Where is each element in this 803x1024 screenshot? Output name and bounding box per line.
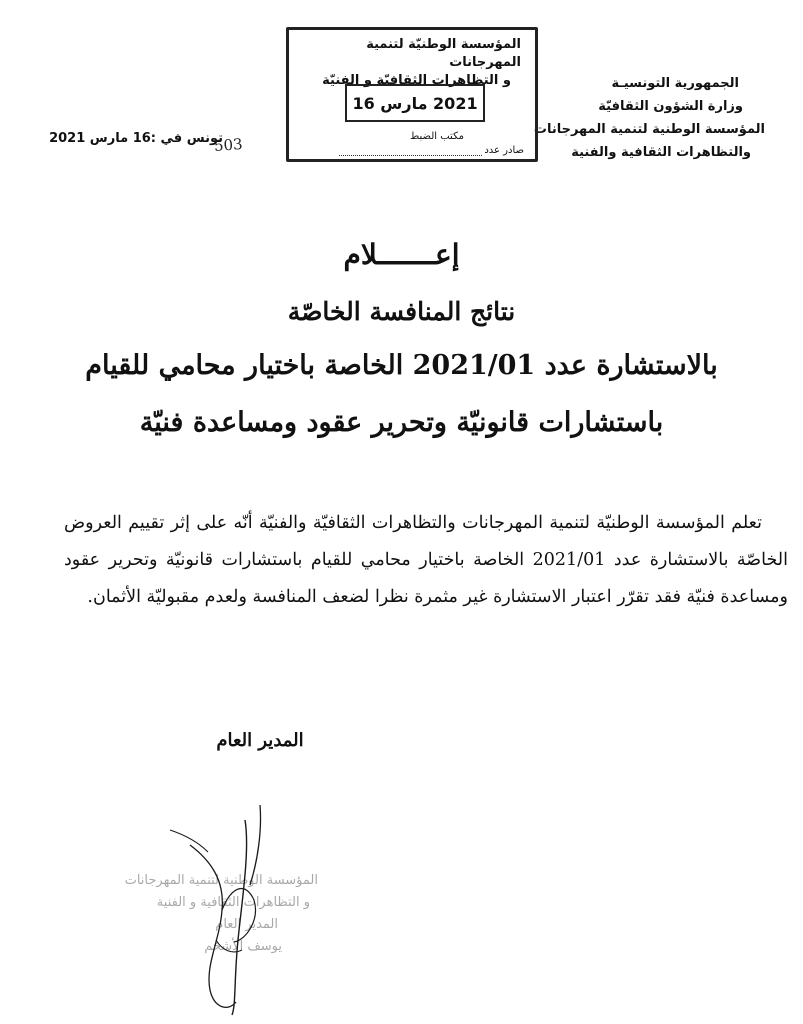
director-title: المدير العام — [216, 730, 304, 751]
stamp-outgoing — [299, 143, 524, 159]
seal-line3: المدير العام — [215, 917, 278, 932]
announcement-title: إعـــــــلام — [343, 238, 460, 271]
republic-name: الجمهورية التونسيـة — [611, 76, 739, 91]
results-heading: نتائج المنافسة الخاصّة — [287, 297, 516, 326]
seal-line4: يوسف الأشخم — [204, 939, 282, 954]
letterhead — [535, 72, 765, 164]
consultation-heading-line2: باستشارات قانونيّة وتحرير عقود ومساعدة فنيّة — [139, 407, 664, 438]
stamp-org-line2: و التظاهرات الثقافيّة و الفنيّة — [322, 73, 511, 88]
seal-line2: و التظاهرات الثقافية و الفنية — [156, 895, 310, 910]
announcement-body-text: تعلم المؤسسة الوطنيّة لتنمية المهرجانات والتظاهرات الثقافيّة والفنيّة أنّه على إثر تقييم العروض الخاصّة بالاستشارة عدد 2021/01 الخاصة باختيار محامي للقيام باستشارات قانونيّة وتحرير عقود ومساعدة فنيّة فقد تقرّر اعتبار الاستشارة غير مثمرة نظرا لضعف المنافسة ولعدم مقبوليّة الأثمان. — [64, 513, 788, 607]
stamp-outgoing-label: صادر عدد — [484, 145, 524, 156]
consultation-heading-line1: بالاستشارة عدد 2021/01 الخاصة باختيار محامي للقيام — [85, 350, 718, 381]
institution-name-line1: المؤسسة الوطنية لتنمية المهرجانات — [533, 122, 765, 137]
stamp-org-line1: المؤسسة الوطنيّة لتنمية المهرجانات — [366, 37, 521, 70]
document-date: تونس في :16 مارس 2021 — [49, 131, 223, 146]
ministry-name: وزارة الشؤون الثقافيّة — [598, 99, 743, 114]
registry-stamp — [286, 27, 538, 162]
stamp-office-label: مكتب الضبط — [410, 131, 464, 142]
institution-name-line2: والتظاهرات الثقافية والفنية — [571, 145, 751, 160]
announcement-body — [64, 505, 788, 616]
stamp-date: 2021 مارس 16 — [345, 84, 485, 122]
handwritten-signature — [150, 790, 300, 1020]
stamp-outgoing-number: 503 — [213, 135, 244, 155]
stamp-dotted-line — [339, 155, 482, 156]
seal-line1: المؤسسة الوطنية لتنمية المهرجانات — [124, 873, 318, 888]
stamp-organization — [291, 36, 521, 90]
